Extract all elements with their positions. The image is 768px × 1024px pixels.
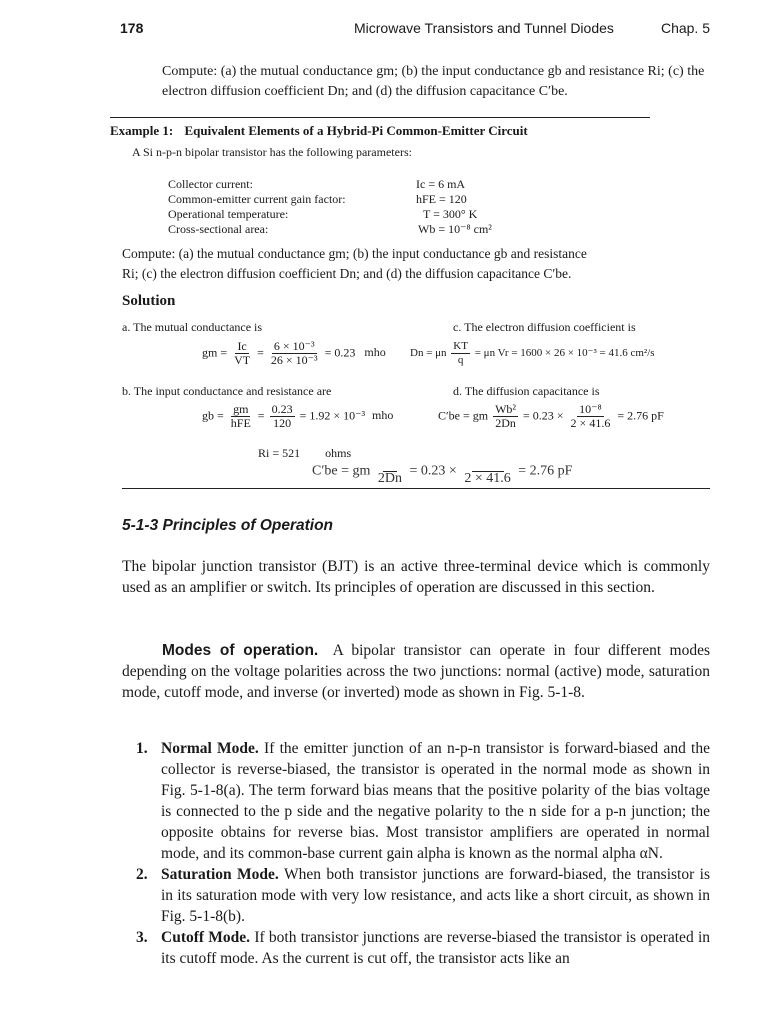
list-item: 1. Normal Mode. If the emitter junction of an n-p-n transistor is forward-biased and the collector is reverse-biased, the transistor is operated in the normal mode as shown in Fig. 5-1-8(a). The term forward bias means that the positive polarity of the bias voltage is connected to the p side and the negative polarity to the n side for a p-n junction; the opposite obtains for reverse bias. Most transistor amplifiers are operated in normal mode, and its common-base current gain alpha is known as the normal alpha αN. <box>136 740 710 862</box>
part-d-label: d. The diffusion capacitance is <box>453 384 600 398</box>
fraction: $\frac{\text{10⁻⁸}}{2 \times 41.6}$ <box>570 402 611 430</box>
fraction: 2 × 41.6 <box>462 458 512 485</box>
fraction: $\frac{\text{Wb²}}{2Dn}$ <box>495 402 516 430</box>
example-compute-line1: Compute: (a) the mutual conductance gm; (b) the input conductance gb and resistance <box>122 246 587 261</box>
fraction: $\frac{Ic}{VT}$ <box>234 339 251 367</box>
part-c-label: c. The electron diffusion coefficient is <box>453 320 636 334</box>
param-row <box>168 192 548 207</box>
part-a-label: a. The mutual conductance is <box>122 320 263 334</box>
param-row <box>168 222 548 237</box>
item-text: When both transistor junctions are forward-biased, the transistor is in its saturation mode with very low resistance, and acts like a short circuit, as shown in Fig. 5-1-8(b). <box>161 866 711 925</box>
item-title: Saturation Mode. <box>161 866 279 883</box>
eq-lhs: C′be = gm <box>438 408 489 423</box>
fraction: $\frac{gm}{\text{hFE}}$ <box>230 402 251 430</box>
part-b-equation: gb = $\frac{gm}{\text{hFE}}$ = $\frac{0.23}{120}$ = 1.92 × 10⁻³ mho <box>202 402 394 430</box>
param-name: Operational temperature: <box>168 207 289 221</box>
param-table <box>168 177 548 237</box>
page-number: 178 <box>120 20 144 36</box>
solution-label: Solution <box>122 293 176 309</box>
modes-heading: Modes of operation. <box>162 642 319 659</box>
ghost-equation: C′be = gm 2Dn = 0.23 × 2 × 41.6 = 2.76 pF <box>312 458 572 485</box>
part-a-equation: gm = $\frac{Ic}{VT}$ = $\frac{\text{6 × 10⁻³}}{\text{26 × 10⁻³}}$ = 0.23 mho <box>202 339 386 367</box>
eq-lhs: gm = <box>202 345 228 360</box>
page-header <box>120 20 710 40</box>
chapter-label: Chap. 5 <box>660 20 710 36</box>
example-title: Equivalent Elements of a Hybrid-Pi Common-Emitter Circuit <box>184 123 528 138</box>
fraction: $\frac{KT}{q}$ <box>453 340 468 366</box>
item-text: If the emitter junction of an n-p-n transistor is forward-biased and the collector is reverse-biased, the transistor is operated in the normal mode as shown in Fig. 5-1-8(a). The term forward bias means that the positive polarity of the bias voltage is connected to the p side and the negative polarity to the n side for a p-n junction; the opposite obtains for reverse bias. Most transistor amplifiers are operated in normal mode, and its common-base current gain alpha is known as the normal alpha αN. <box>161 740 710 862</box>
param-row <box>168 207 548 222</box>
list-item: 2. Saturation Mode. When both transistor junctions are forward-biased, the transistor is in its saturation mode with very low resistance, and acts like a short circuit, as shown in Fig. 5-1-8(b). <box>136 866 711 925</box>
divider-top <box>110 117 650 118</box>
example-heading <box>110 123 528 139</box>
section-intro: The bipolar junction transistor (BJT) is an active three-terminal device which is commonly used as an amplifier or switch. Its principles of operation are discussed in this section. <box>122 558 710 596</box>
part-b-equation2: Ri = 521 ohms <box>258 446 352 460</box>
fraction: $\frac{0.23}{120}$ <box>271 402 293 430</box>
eq-lhs: Dn = μn <box>410 347 447 360</box>
param-name: Collector current: <box>168 177 253 191</box>
param-value: T = 300° K <box>423 207 478 221</box>
example-label: Example 1: <box>110 123 174 138</box>
modes-list <box>136 738 710 969</box>
part-d-equation: C′be = gm $\frac{\text{Wb²}}{2Dn}$ = 0.23 × $\frac{\text{10⁻⁸}}{2 \times 41.6}$ = 2.76 pF <box>438 402 664 430</box>
item-text: If both transistor junctions are reverse-biased the transistor is operated in its cutoff mode. As the current is cut off, the transistor acts like an <box>161 929 710 967</box>
section-heading: 5-1-3 Principles of Operation <box>122 517 334 534</box>
example-intro: A Si n-p-n bipolar transistor has the following parameters: <box>132 145 412 159</box>
list-item: 3. Cutoff Mode. If both transistor junctions are reverse-biased the transistor is operated in its cutoff mode. As the current is cut off, the transistor acts like an <box>136 929 710 967</box>
item-title: Cutoff Mode. <box>161 929 251 946</box>
example-compute-line2: Ri; (c) the electron diffusion coefficient Dn; and (d) the diffusion capacitance C′be. <box>122 266 572 281</box>
param-value: Wb = 10⁻⁸ cm² <box>418 222 492 236</box>
part-b-label: b. The input conductance and resistance are <box>122 384 332 398</box>
fraction: 2Dn <box>376 458 404 485</box>
modes-text: A bipolar transistor can operate in four different modes depending on the voltage polarities across the two junctions: normal (active) mode, saturation mode, cutoff mode, and inverse (or inverted) mode as shown in Fig. 5-1-8. <box>122 642 710 701</box>
fraction: $\frac{\text{6 × 10⁻³}}{\text{26 × 10⁻³}}$ <box>270 339 318 367</box>
running-title: Microwave Transistors and Tunnel Diodes <box>354 20 614 36</box>
item-title: Normal Mode. <box>161 740 259 757</box>
param-name: Common-emitter current gain factor: <box>168 192 346 206</box>
param-row <box>168 177 548 192</box>
param-name: Cross-sectional area: <box>168 222 269 236</box>
part-c-equation: Dn = μn $\frac{KT}{q}$ = μn Vr = 1600 × 26 × 10⁻³ = 41.6 cm²/s <box>410 340 655 366</box>
param-value: hFE = 120 <box>416 192 467 206</box>
divider-bottom <box>122 488 710 489</box>
eq-lhs: gb = <box>202 408 224 423</box>
param-value: Ic = 6 mA <box>416 177 466 191</box>
modes-paragraph <box>122 640 710 703</box>
top-compute-text: Compute: (a) the mutual conductance gm; (b) the input conductance gb and resistance Ri; (c) the electron diffusion coefficient Dn; and (d) the diffusion capacitance C′be. <box>162 64 705 99</box>
